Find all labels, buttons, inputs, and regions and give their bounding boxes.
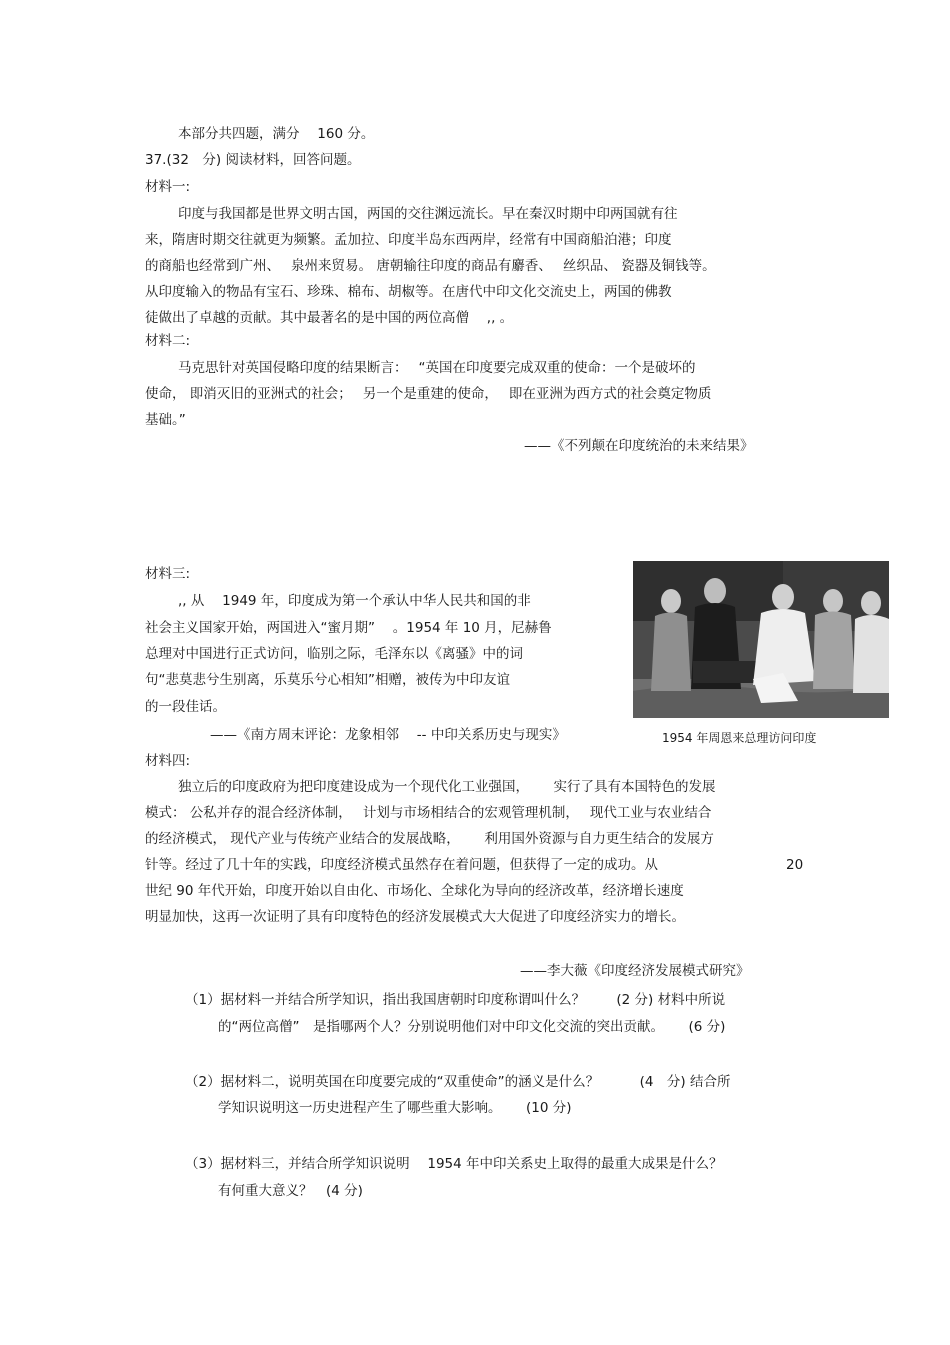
material-2-label: 材料二: [145,333,191,349]
material-1-label: 材料一: [145,179,191,195]
material-3-source: ——《南方周末评论：龙象相邻 -- 中印关系历史与现实》 [210,727,566,743]
question-1-line2: 的“两位高僧” 是指哪两个人？分别说明他们对中印文化交流的突出贡献。 (6 分) [218,1019,726,1035]
question-2-line2: 学知识说明这一历史进程产生了哪些重大影响。 (10 分) [218,1100,572,1116]
photo-caption: 1954 年周恩来总理访问印度 [662,731,817,745]
material-1-line: 印度与我国都是世界文明古国，两国的交往渊远流长。早在秦汉时期中印两国就有往 [178,206,678,222]
material-1-line: 来，隋唐时期交往就更为频繁。孟加拉、印度半岛东西两岸，经常有中国商船泊港；印度 [145,232,672,248]
material-4-line: 独立后的印度政府为把印度建设成为一个现代化工业强国， 实行了具有本国特色的发展 [178,779,716,795]
material-1-line: 的商船也经常到广州、 泉州来贸易。 唐朝输往印度的商品有麝香、 丝织品、 瓷器及铜钱等。 [145,258,716,274]
material-4-line: 针等。经过了几十年的实践，印度经济模式虽然存在着问题，但获得了一定的成功。从 [145,857,658,873]
material-3-line: 社会主义国家开始，两国进入“蜜月期” 。1954 年 10 月，尼赫鲁 [145,620,552,636]
question-2-line1: （2）据材料二，说明英国在印度要完成的“双重使命”的涵义是什么？ (4 分) 结合所 [185,1074,731,1090]
historical-photo-drawing [633,561,889,718]
material-3-label: 材料三: [145,566,191,582]
historical-photo [633,561,889,718]
material-2-line: 使命， 即消灭旧的亚洲式的社会； 另一个是重建的使命， 即在亚洲为西方式的社会奠定物质 [145,386,712,402]
question-3-line1: （3）据材料三，并结合所学知识说明 1954 年中印关系史上取得的最重大成果是什么？ [185,1156,723,1172]
material-4-line: 模式： 公私并存的混合经济体制， 计划与市场相结合的宏观管理机制， 现代工业与农业结合 [145,805,712,821]
material-3-line: 句“悲莫悲兮生别离，乐莫乐兮心相知”相赠，被传为中印友谊 [145,672,510,688]
material-3-line: 总理对中国进行正式访问，临别之际，毛泽东以《离骚》中的词 [145,646,523,662]
material-1-line: 从印度输入的物品有宝石、珍珠、棉布、胡椒等。在唐代中印文化交流史上，两国的佛教 [145,284,672,300]
material-4-label: 材料四: [145,753,191,769]
material-1-line: 徒做出了卓越的贡献。其中最著名的是中国的两位高僧 ,, 。 [145,310,514,326]
material-2-source: ——《不列颠在印度统治的未来结果》 [524,438,754,454]
material-4-line-tail: 20 [786,857,804,873]
material-4-line: 的经济模式， 现代产业与传统产业结合的发展战略， 利用国外资源与自力更生结合的发展方 [145,831,714,847]
material-3-line: ,, 从 1949 年，印度成为第一个承认中华人民共和国的非 [178,593,531,609]
material-2-line: 基础。” [145,412,186,428]
section-intro: 本部分共四题，满分 160 分。 [178,126,375,142]
material-4-source: ——李大薇《印度经济发展模式研究》 [520,963,750,979]
material-2-line: 马克思针对英国侵略印度的结果断言： “英国在印度要完成双重的使命：一个是破坏的 [178,360,696,376]
material-4-line: 明显加快，这再一次证明了具有印度特色的经济发展模式大大促进了印度经济实力的增长。 [145,909,685,925]
question-37-header: 37.(32 分) 阅读材料，回答问题。 [145,152,361,168]
question-1-line1: （1）据材料一并结合所学知识，指出我国唐朝时印度称谓叫什么？ (2 分) 材料中所说 [185,992,726,1008]
question-3-line2: 有何重大意义？ (4 分) [218,1183,363,1199]
material-3-line: 的一段佳话。 [145,699,226,715]
material-4-line: 世纪 90 年代开始，印度开始以自由化、市场化、全球化为导向的经济改革，经济增长速度 [145,883,684,899]
